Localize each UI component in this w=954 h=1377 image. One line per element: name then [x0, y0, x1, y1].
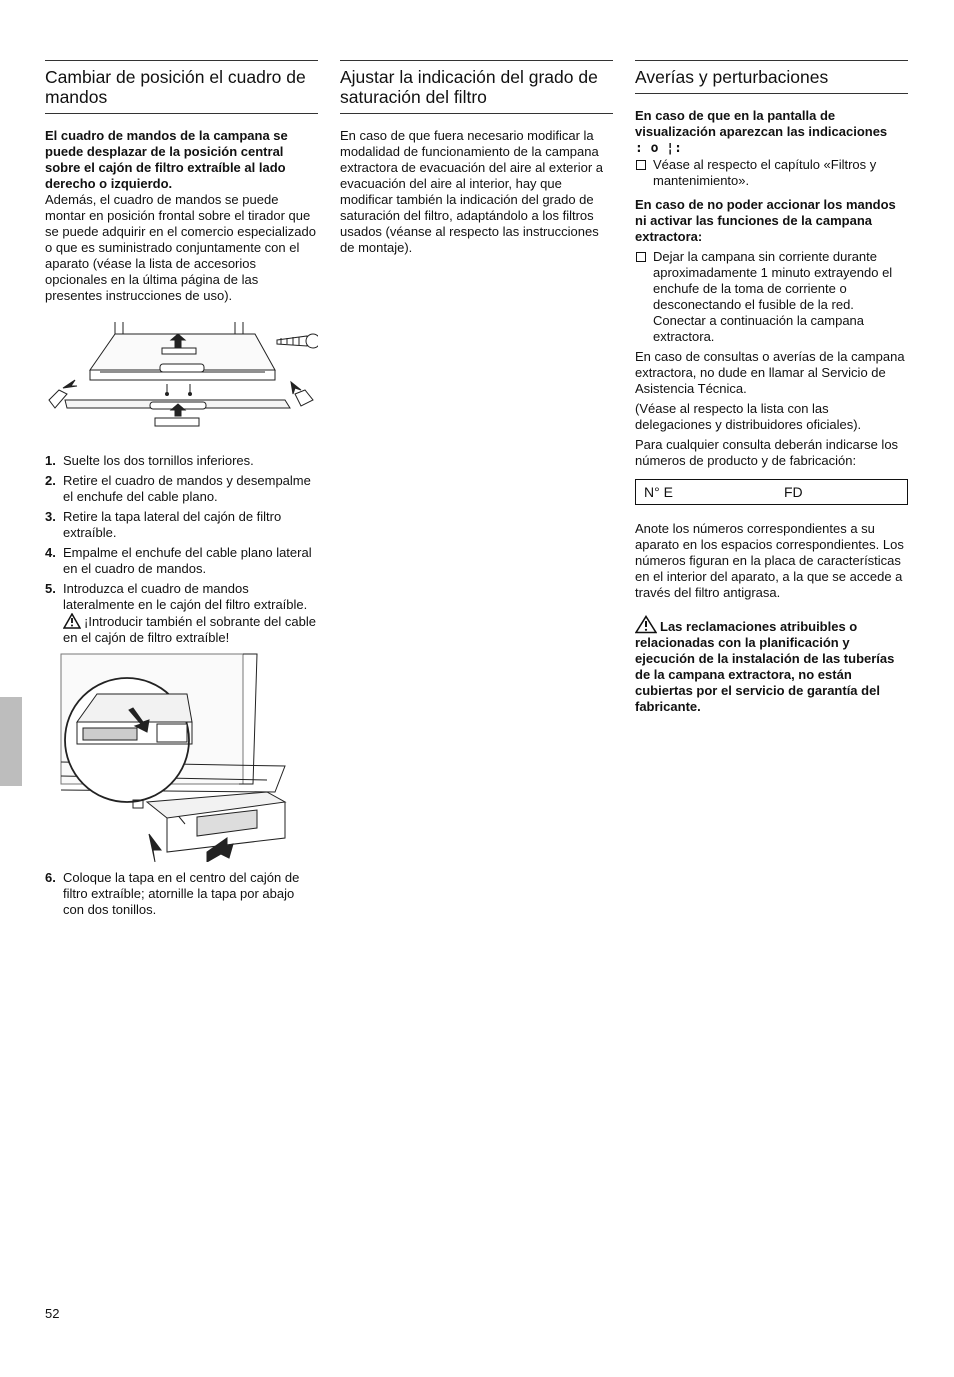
service-contact-text: En caso de consultas o averías de la campana extractora, no dude en llamar al Servicio de Asistencia Técnica. — [635, 349, 905, 396]
step-6: 6. Coloque la tapa en el centro del cajón de filtro extraíble; atornille la tapa por abajo con dos tonillos. — [45, 870, 300, 917]
checkbox-bullet-icon — [636, 252, 646, 262]
step-5: 5. Introduzca el cuadro de mandos lateralmente en le cajón del filtro extraíble. ¡Introducir también el sobrante del cable en el cajón de filtro extraíble! — [45, 581, 316, 645]
case1-item: Véase al respecto el capítulo «Filtros y mantenimiento». — [635, 157, 908, 189]
page-number: 52 — [45, 1306, 60, 1321]
step-2: 2. Retire el cuadro de mandos y desempalme el enchufe del cable plano. — [45, 473, 311, 504]
numbers-required-text: Para cualquier consulta deberán indicarse los números de producto y de fabricación: — [635, 437, 899, 468]
control-panel-figure — [45, 310, 318, 445]
e-number-label: N° E — [644, 484, 673, 500]
case1-heading: En caso de que en la pantalla de visualización aparezcan las indicaciones : o ¦: — [635, 108, 888, 156]
steps-list — [45, 453, 318, 646]
warning-icon — [635, 615, 657, 634]
delegations-text: (Véase al respecto la lista con las delegaciones y distribuidores oficiales). — [635, 401, 862, 432]
step-1: 1. Suelte los dos tornillos inferiores. — [45, 453, 254, 468]
checkbox-bullet-icon — [636, 160, 646, 170]
intro-bold: El cuadro de mandos de la campana se puede desplazar de la posición central sobre el cajón de filtro extraíble al lado derecho o izquierdo. — [45, 128, 288, 191]
section-title-filter-indicator: Ajustar la indicación del grado de saturación del filtro — [340, 67, 598, 107]
section-tab — [0, 697, 22, 786]
column-filter-indicator — [340, 60, 613, 260]
case2-item: Dejar la campana sin corriente durante aproximadamente 1 minuto extrayendo el enchufe de la toma de corriente o desconectando el fusible de la red. Conectar a continuación la campana extractora. — [635, 249, 908, 345]
step-4: 4. Empalme el enchufe del cable plano lateral en el cuadro de mandos. — [45, 545, 312, 576]
steps-list-continued — [45, 870, 318, 918]
intro-text: Además, el cuadro de mandos se puede montar en posición frontal sobre el tirador que se puede adquirir en el comercio especializado o que es suministrado conjuntamente con el aparato (véase la lista de accesorios opcionales en la última página de las presentes instrucciones de uso). — [45, 192, 316, 303]
warranty-warning: Las reclamaciones atribuibles o relacionadas con la planificación y ejecución de la instalación de las tuberías de la campana extractora, no están cubiertas por el servicio de garantía del fabricante. — [635, 615, 908, 715]
display-codes: : o ¦: — [635, 141, 682, 156]
warning-icon — [63, 613, 81, 629]
column-control-panel — [45, 60, 318, 922]
fd-number-label: FD — [784, 484, 803, 500]
product-number-box — [635, 479, 908, 505]
step-3: 3. Retire la tapa lateral del cajón de filtro extraíble. — [45, 509, 282, 540]
filter-indicator-text: En caso de que fuera necesario modificar la modalidad de funcionamiento de la campana extractora de evacuación del aire al exterior a evacuación del aire al interior, hay que modificar también la indicación del grado de saturación del filtro, adaptándolo a los filtros usados (véanse al respecto las instrucciones de montaje). — [340, 128, 604, 255]
step-5-warning: ¡Introducir también el sobrante del cable en el cajón de filtro extraíble! — [63, 614, 316, 645]
section-title-troubleshooting: Averías y perturbaciones — [635, 67, 829, 87]
note-numbers-text: Anote los números correspondientes a su aparato en los espacios correspondientes. Los números figuran en la placa de características en el interior del aparato, a la que se accede a través del filtro antigrasa. — [635, 521, 904, 600]
column-troubleshooting — [635, 60, 908, 719]
section-title-control-panel: Cambiar de posición el cuadro de mandos — [45, 67, 306, 107]
drawer-insert-figure — [57, 652, 297, 862]
case2-heading: En caso de no poder accionar los mandos ni activar las funciones de la campana extractora: — [635, 197, 896, 244]
